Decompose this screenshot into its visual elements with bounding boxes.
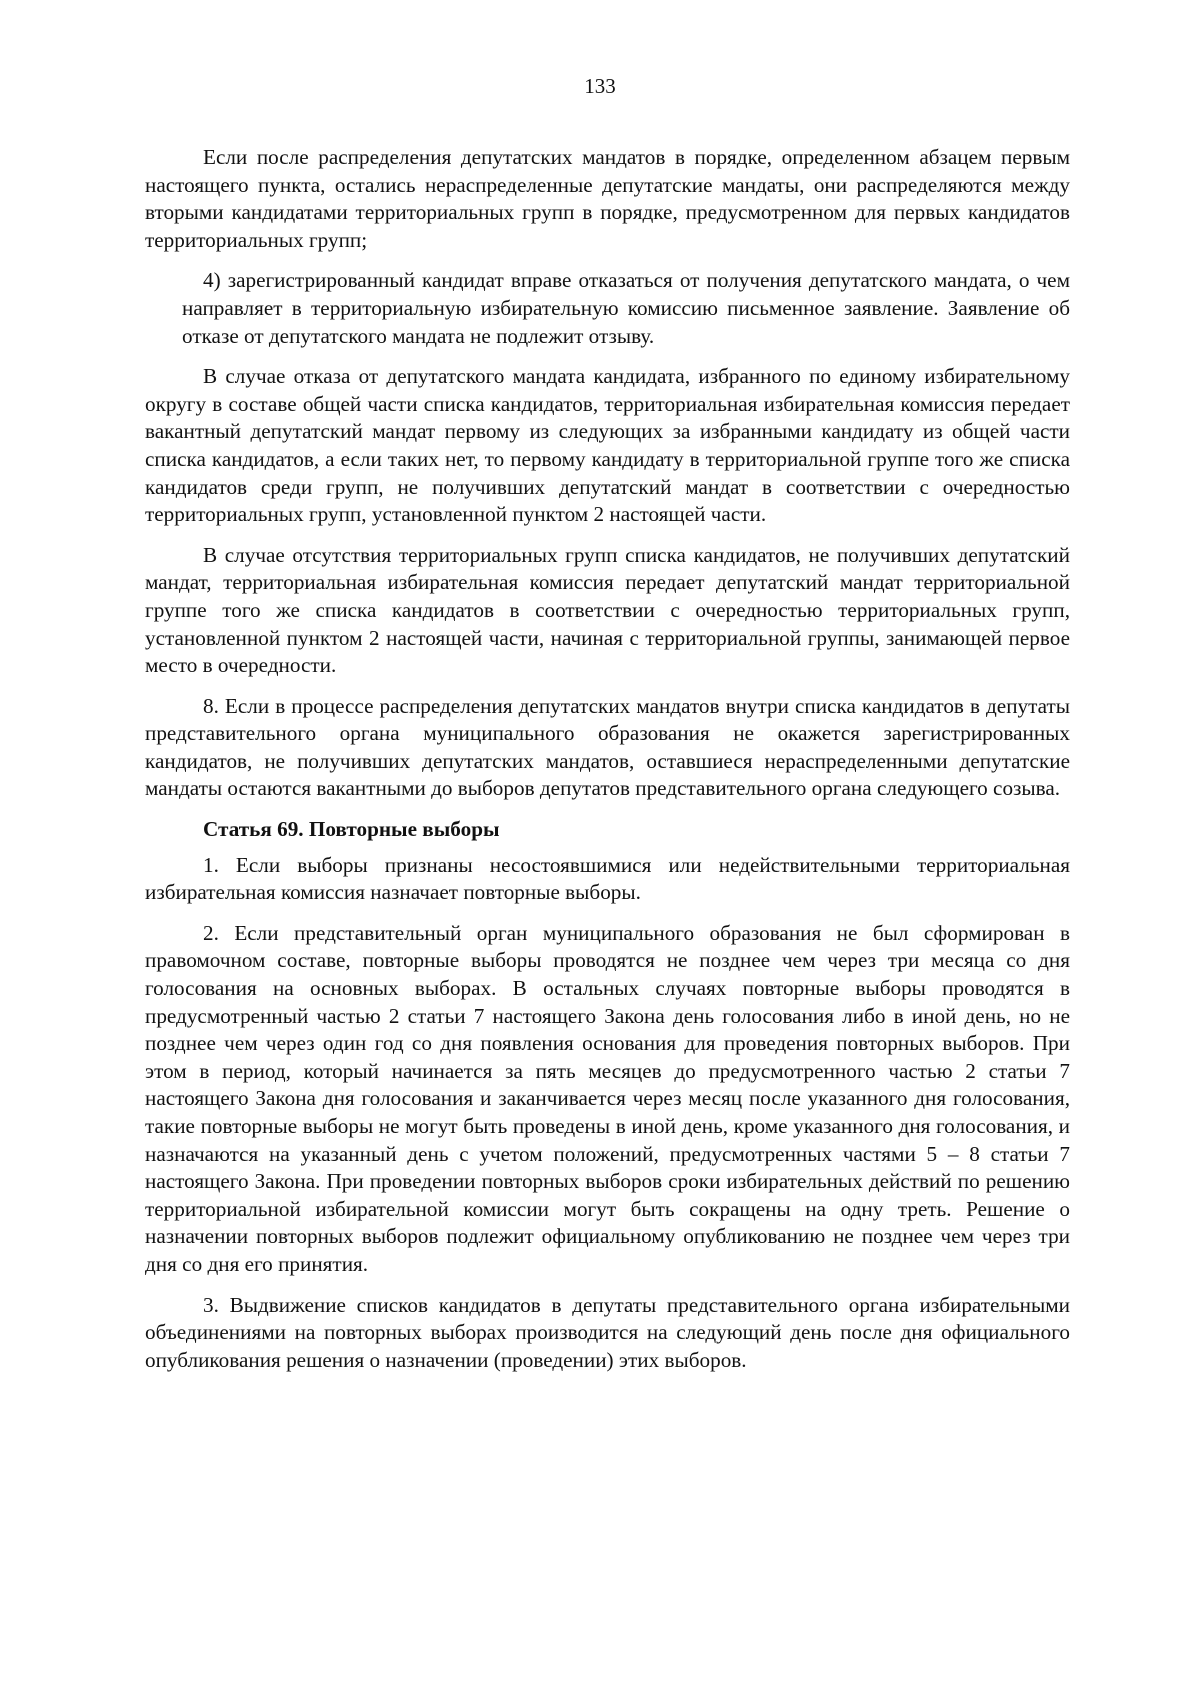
- article-69-heading: Статья 69. Повторные выборы: [203, 817, 500, 842]
- paragraph-item-4-refusal: 4) зарегистрированный кандидат вправе отказаться от получения депутатского мандата, о чем направляет в территориальную избирательную комиссию письменное заявление. Заявление об отказе от депутатского мандата не подлежит отзыву.: [182, 268, 1070, 348]
- paragraph-distribution-second-candidates: Если после распределения депутатских мандатов в порядке, определенном абзацем первым настоящего пункта, остались нераспределенные депутатские мандаты, они распределяются между вторыми кандидатами территориальных групп в порядке, предусмотренном для первых кандидатов территориальных групп;: [145, 145, 1070, 252]
- document-body: [145, 144, 1070, 1387]
- page-number: 133: [584, 74, 616, 98]
- paragraph-article-69-part-3: 3. Выдвижение списков кандидатов в депутаты представительного органа избирательными объединениями на повторных выборах производится на следующий день после дня официального опубликования решения о назначении (проведении) этих выборов.: [145, 1292, 1070, 1372]
- paragraph-article-69-part-1: 1. Если выборы признаны несостоявшимися или недействительными территориальная избирательная комиссия назначает повторные выборы.: [145, 852, 1070, 905]
- paragraph-item-8-vacant-mandates: 8. Если в процессе распределения депутатских мандатов внутри списка кандидатов в депутаты представительного органа муниципального образования не окажется зарегистрированных кандидатов, не получивших депутатских мандатов, оставшиеся нераспределенными депутатские мандаты остаются вакантными до выборов депутатов представительного органа следующего созыва.: [145, 693, 1070, 801]
- paragraph-no-territorial-groups: В случае отсутствия территориальных групп списка кандидатов, не получивших депутатский мандат, территориальная избирательная комиссия передает депутатский мандат территориальной группе того же списка кандидатов в соответствии с очередностью территориальных групп, установленной пунктом 2 настоящей части, начиная с территориальной группы, занимающей первое место в очередности.: [145, 542, 1070, 678]
- paragraph-article-69-part-2: 2. Если представительный орган муниципального образования не был сформирован в правомочном составе, повторные выборы проводятся не позднее чем через три месяца со дня голосования на основных выборах. В остальных случаях повторные выборы проводятся в предусмотренный частью 2 статьи 7 настоящего Закона день голосования либо в иной день, но не позднее чем через один год со дня появления основания для проведения повторных выборов. При этом в период, который начинается за пять месяцев до предусмотренного частью 2 статьи 7 настоящего Закона дня голосования и заканчивается через месяц после указанного дня голосования, такие повторные выборы не могут быть проведены в иной день, кроме указанного дня голосования, и назначаются на указанный день с учетом положений, предусмотренных частями 5 – 8 статьи 7 настоящего Закона. При проведении повторных выборов сроки избирательных действий по решению территориальной избирательной комиссии могут быть сокращены на одну треть. Решение о назначении повторных выборов подлежит официальному опубликованию не позднее чем через три дня со дня его принятия.: [145, 920, 1070, 1276]
- paragraph-refusal-transfer: В случае отказа от депутатского мандата кандидата, избранного по единому избирательному округу в составе общей части списка кандидатов, территориальная избирательная комиссия передает вакантный депутатский мандат первому из следующих за избранными кандидату из общей части списка кандидатов, а если таких нет, то первому кандидату в территориальной группе того же списка кандидатов среди групп, не получивших депутатский мандат в соответствии с очередностью территориальных групп, установленной пунктом 2 настоящей части.: [145, 364, 1070, 527]
